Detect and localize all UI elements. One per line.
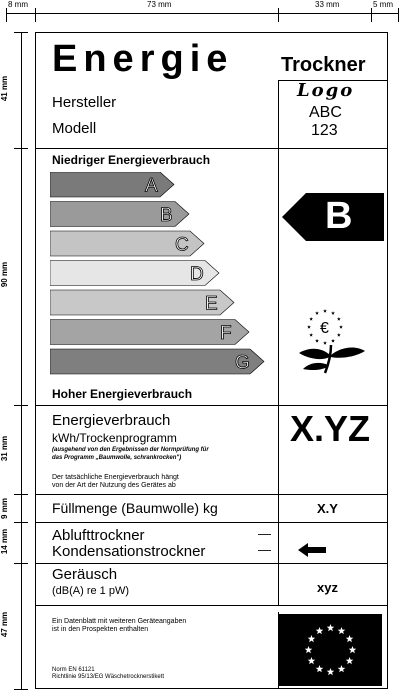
eu-flag-icon bbox=[279, 614, 382, 686]
capacity-label: Füllmenge (Baumwolle) kg bbox=[52, 500, 218, 516]
flower-star-icon bbox=[337, 317, 341, 321]
dim-left-1: 41 mm bbox=[0, 75, 10, 102]
noise-unit: (dB(A) re 1 pW) bbox=[52, 585, 130, 597]
eu-star-icon bbox=[338, 665, 346, 672]
dim-top-2: 73 mm bbox=[147, 0, 172, 9]
flower-star-icon bbox=[309, 333, 313, 337]
scale-letter-f: F bbox=[220, 323, 232, 344]
dim-left-5: 14 mm bbox=[0, 528, 10, 555]
label-title: Energie bbox=[52, 38, 234, 80]
rating-letter: B bbox=[325, 195, 353, 237]
eu-star-icon bbox=[316, 627, 324, 634]
scale-letter-e: E bbox=[205, 293, 218, 315]
eu-star-icon bbox=[346, 635, 354, 642]
type-dash-exhaust: — bbox=[258, 526, 271, 541]
noise-value: xyz bbox=[317, 580, 338, 595]
scale-letter-b: B bbox=[160, 205, 173, 226]
consumption-footnote-1: (ausgehend von den Ergebnissen der Normprüfung für bbox=[52, 447, 209, 453]
model-code-line-2: 123 bbox=[311, 122, 338, 139]
consumption-footnote-2: das Programm „Baumwolle, schrankrocken") bbox=[52, 455, 182, 461]
scale-bottom-label: Hoher Energieverbrauch bbox=[52, 387, 193, 401]
scale-bar-g bbox=[50, 349, 264, 374]
flower-star-icon bbox=[315, 339, 319, 343]
divider-consumption bbox=[35, 494, 388, 495]
efficiency-scale bbox=[50, 172, 276, 384]
appliance-type: Trockner bbox=[281, 54, 366, 76]
dim-top-1: 8 mm bbox=[8, 0, 28, 9]
flower-star-icon bbox=[323, 341, 327, 345]
eu-star-icon bbox=[308, 657, 316, 664]
footer-norm: Norm EN 61121 bbox=[52, 667, 95, 673]
consumption-value: X.YZ bbox=[290, 408, 371, 449]
divider-scale bbox=[35, 405, 388, 406]
divider-capacity bbox=[35, 522, 388, 523]
divider-header bbox=[35, 148, 388, 149]
model-code-line-1: ABC bbox=[309, 104, 342, 121]
scale-letter-a: A bbox=[145, 175, 158, 197]
model-label: Modell bbox=[52, 120, 97, 137]
type-dash-condenser: — bbox=[258, 542, 271, 557]
flower-star-icon bbox=[323, 309, 327, 313]
dim-top-3: 33 mm bbox=[315, 0, 340, 9]
consumption-label: Energieverbrauch bbox=[52, 412, 171, 429]
consumption-note-2: von der Art der Nutzung des Gerätes ab bbox=[52, 482, 176, 489]
rating-arrow bbox=[282, 193, 384, 241]
scale-top-label: Niedriger Energieverbrauch bbox=[52, 153, 211, 167]
type-selected-arrow-icon bbox=[298, 543, 328, 557]
footer-directive: Richtlinie 95/13/EG Wäschetrocknerstikett bbox=[52, 674, 165, 680]
flower-star-icon bbox=[331, 311, 335, 315]
scale-letter-c: C bbox=[175, 234, 189, 256]
consumption-unit: kWh/Trockenprogramm bbox=[52, 431, 177, 445]
flower-star-icon bbox=[337, 333, 341, 337]
eu-star-icon bbox=[349, 646, 357, 653]
scale-letter-d: D bbox=[190, 264, 204, 285]
eu-flag-stars bbox=[279, 614, 382, 686]
type-option-condenser: Kondensationstrockner bbox=[52, 543, 206, 560]
dim-left-4: 9 mm bbox=[0, 498, 9, 519]
brand-logo: Logo bbox=[297, 80, 355, 101]
manufacturer-label: Hersteller bbox=[52, 94, 117, 111]
column-divider bbox=[278, 80, 279, 605]
flower-star-icon bbox=[309, 317, 313, 321]
dim-top-4: 5 mm bbox=[373, 0, 393, 9]
dim-left-6: 47 mm bbox=[0, 611, 10, 638]
flower-euro-symbol: € bbox=[320, 320, 329, 337]
datasheet-note-1: Ein Datenblatt mit weiteren Geräteangaben bbox=[52, 618, 187, 625]
eu-star-icon bbox=[305, 646, 313, 653]
eu-star-icon bbox=[308, 635, 316, 642]
dim-left-2: 90 mm bbox=[0, 261, 10, 288]
flower-star-icon bbox=[315, 311, 319, 315]
eu-star-icon bbox=[346, 657, 354, 664]
flower-star-icon bbox=[339, 325, 343, 329]
eu-star-icon bbox=[338, 627, 346, 634]
datasheet-note-2: ist in den Prospekten enthalten bbox=[52, 626, 149, 633]
divider-type bbox=[35, 563, 388, 564]
eu-star-icon bbox=[316, 665, 324, 672]
noise-label: Geräusch bbox=[52, 566, 118, 583]
flower-star-icon bbox=[331, 339, 335, 343]
flower-star-icon bbox=[307, 325, 311, 329]
consumption-note-1: Der tatsächliche Energieverbrauch hängt bbox=[52, 474, 179, 481]
type-option-exhaust: Ablufttrockner bbox=[52, 527, 145, 544]
capacity-value: X.Y bbox=[317, 501, 338, 516]
eu-star-icon bbox=[327, 668, 335, 675]
eco-flower-icon bbox=[291, 297, 371, 377]
dim-left-3: 31 mm bbox=[0, 435, 10, 462]
divider-noise bbox=[35, 605, 388, 606]
eu-star-icon bbox=[327, 624, 335, 631]
scale-letter-g: G bbox=[235, 352, 250, 374]
